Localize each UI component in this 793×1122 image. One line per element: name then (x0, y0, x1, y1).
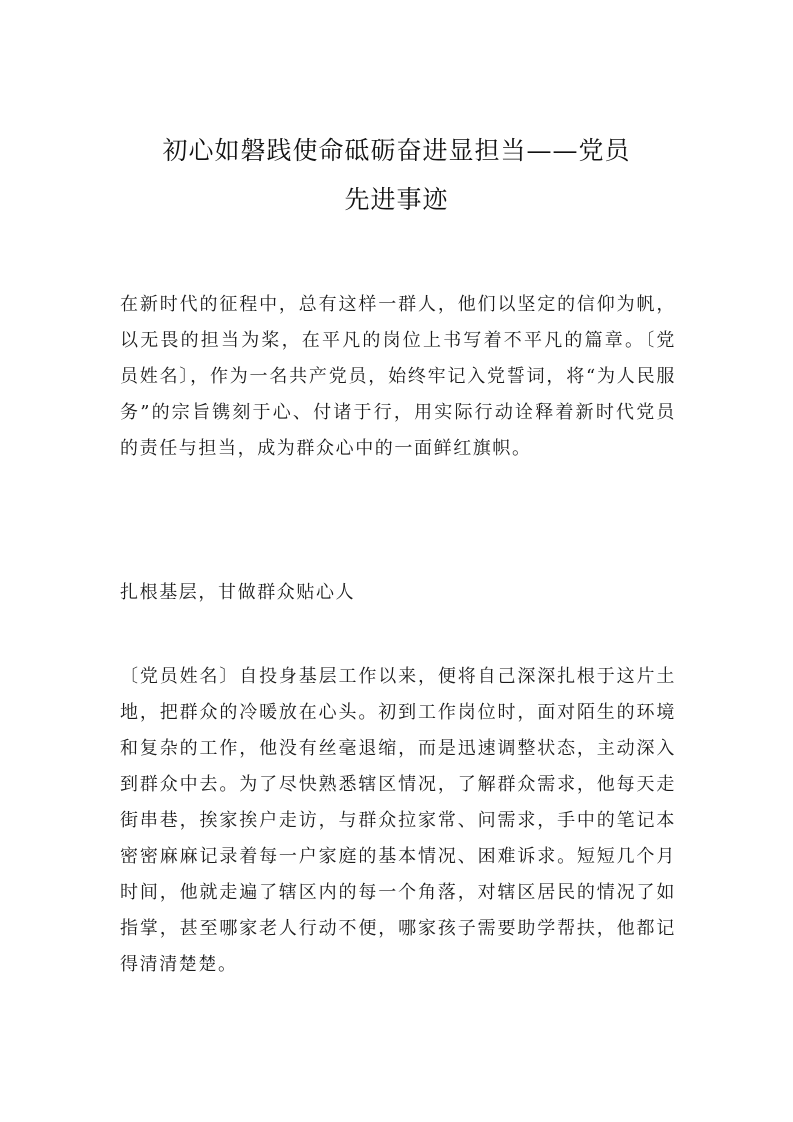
section-heading: 扎根基层，甘做群众贴心人 (120, 582, 356, 603)
section-paragraph: 〔党员姓名〕自投身基层工作以来，便将自己深深扎根于这片土地，把群众的冷暖放在心头。初到工作岗位时，面对陌生的环境和复杂的工作，他没有丝毫退缩，而是迅速调整状态，主动深入到群众中去。为了尽快熟悉辖区情况，了解群众需求，他每天走街串巷，挨家挨户走访，与群众拉家常、问需求，手中的笔记本密密麻麻记录着每一户家庭的基本情况、困难诉求。短短几个月时间，他就走遍了辖区内的每一个角落，对辖区居民的情况了如指掌，甚至哪家老人行动不便，哪家孩子需要助学帮扶，他都记得清清楚楚。 (120, 666, 676, 975)
document-title (100, 126, 693, 224)
title-line-1: 初心如磐践使命砥砺奋进显担当——党员 (162, 136, 631, 165)
title-line-2: 先进事迹 (344, 185, 449, 214)
intro-paragraph: 在新时代的征程中，总有这样一群人，他们以坚定的信仰为帆，以无畏的担当为桨，在平凡的岗位上书写着不平凡的篇章。〔党员姓名〕，作为一名共产党员，始终牢记入党誓词，将“为人民服务”的宗旨镌刻于心、付诸于行，用实际行动诠释着新时代党员的责任与担当，成为群众心中的一面鲜红旗帜。 (120, 294, 676, 459)
